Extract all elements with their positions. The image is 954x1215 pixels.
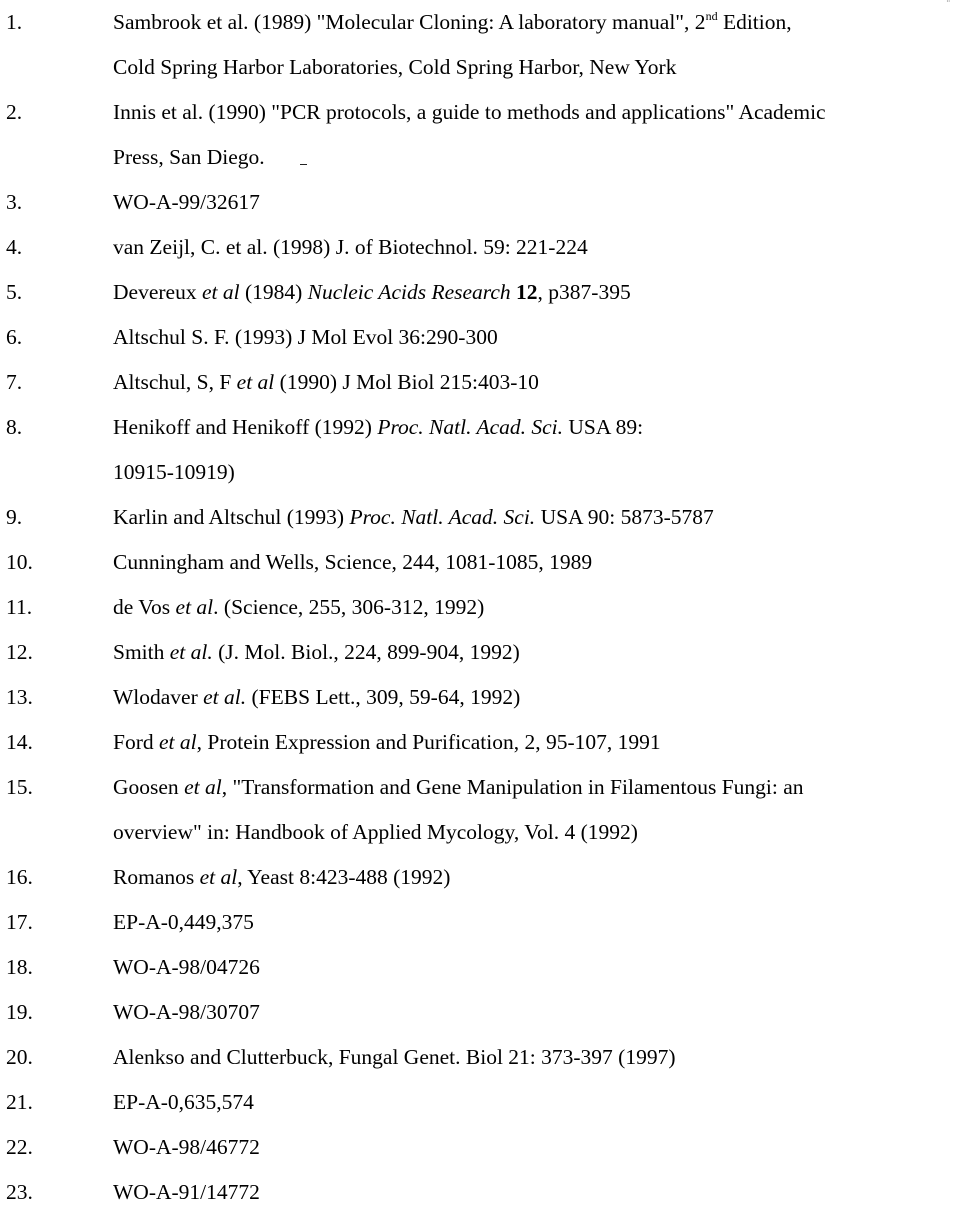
reference-line: EP-A-0,449,375 [113,910,254,934]
reference-item [0,225,954,270]
reference-item [0,855,954,900]
reference-item [0,540,954,585]
reference-text [113,0,928,90]
reference-text [113,765,928,855]
reference-number: 1. [6,0,66,45]
reference-text [113,180,928,225]
reference-line: WO-A-98/30707 [113,1000,260,1024]
reference-text [113,675,928,720]
reference-line: Alenkso and Clutterbuck, Fungal Genet. Biol 21: 373-397 (1997) [113,1045,676,1069]
italic-segment: Nucleic Acids Research [308,280,511,304]
corner-mark: ¨ [947,0,950,10]
reference-item [0,630,954,675]
reference-line: Cunningham and Wells, Science, 244, 1081-1085, 1989 [113,550,592,574]
italic-segment: Proc. Natl. Acad. Sci. [377,415,563,439]
reference-item [0,585,954,630]
reference-line: overview" in: Handbook of Applied Mycology, Vol. 4 (1992) [113,820,638,844]
italic-segment: et al [159,730,197,754]
reference-number: 3. [6,180,66,225]
reference-text [113,360,928,405]
reference-item [0,720,954,765]
reference-item [0,180,954,225]
reference-line: Sambrook et al. (1989) "Molecular Cloning: A laboratory manual", 2nd Edition, [113,10,792,34]
italic-segment: et al. [203,685,246,709]
reference-item [0,1035,954,1080]
reference-number: 22. [6,1125,66,1170]
reference-text [113,585,928,630]
reference-number: 7. [6,360,66,405]
reference-item [0,405,954,495]
reference-item [0,675,954,720]
reference-line: WO-A-99/32617 [113,190,260,214]
reference-item [0,765,954,855]
reference-line: EP-A-0,635,574 [113,1090,254,1114]
reference-line: Altschul, S, F et al (1990) J Mol Biol 215:403-10 [113,370,539,394]
reference-text [113,225,928,270]
reference-text [113,855,928,900]
reference-item [0,0,954,90]
reference-number: 15. [6,765,66,810]
reference-text [113,1080,928,1125]
reference-number: 21. [6,1080,66,1125]
reference-line: WO-A-98/04726 [113,955,260,979]
reference-line: Goosen et al, "Transformation and Gene Manipulation in Filamentous Fungi: an [113,775,804,799]
reference-line: Cold Spring Harbor Laboratories, Cold Spring Harbor, New York [113,55,676,79]
reference-item [0,900,954,945]
reference-number: 16. [6,855,66,900]
italic-segment: et al [237,370,275,394]
reference-line: Ford et al, Protein Expression and Purification, 2, 95-107, 1991 [113,730,661,754]
reference-item [0,90,954,180]
reference-number: 10. [6,540,66,585]
reference-line: Press, San Diego. [113,145,265,169]
reference-number: 17. [6,900,66,945]
reference-number: 18. [6,945,66,990]
reference-text [113,540,928,585]
reference-item [0,495,954,540]
reference-line: WO-A-98/46772 [113,1135,260,1159]
reference-number: 13. [6,675,66,720]
reference-number: 11. [6,585,66,630]
reference-number: 19. [6,990,66,1035]
italic-segment: et al [184,775,222,799]
reference-item [0,315,954,360]
reference-text [113,270,928,315]
reference-number: 14. [6,720,66,765]
reference-line: Wlodaver et al. (FEBS Lett., 309, 59-64, 1992) [113,685,520,709]
reference-text [113,630,928,675]
reference-text [113,945,928,990]
reference-number: 20. [6,1035,66,1080]
reference-line: Devereux et al (1984) Nucleic Acids Research 12, p387-395 [113,280,631,304]
reference-text [113,1035,928,1080]
reference-text [113,315,928,360]
reference-text [113,900,928,945]
reference-line: van Zeijl, C. et al. (1998) J. of Biotechnol. 59: 221-224 [113,235,588,259]
italic-segment: et al [202,280,240,304]
reference-line: Altschul S. F. (1993) J Mol Evol 36:290-300 [113,325,498,349]
reference-item [0,1170,954,1215]
reference-text [113,1170,928,1215]
reference-item [0,1080,954,1125]
reference-number: 5. [6,270,66,315]
reference-item [0,990,954,1035]
bold-segment: 12 [516,280,538,304]
superscript-segment: nd [706,9,718,23]
reference-text [113,990,928,1035]
reference-line: 10915-10919) [113,460,235,484]
reference-number: 4. [6,225,66,270]
reference-line: Smith et al. (J. Mol. Biol., 224, 899-904, 1992) [113,640,520,664]
reference-line: Innis et al. (1990) "PCR protocols, a guide to methods and applications" Academic [113,100,826,124]
reference-text [113,90,928,180]
reference-number: 9. [6,495,66,540]
reference-text [113,495,928,540]
italic-segment: Proc. Natl. Acad. Sci. [349,505,535,529]
reference-text [113,720,928,765]
reference-text [113,1125,928,1170]
italic-segment: et al. [170,640,213,664]
reference-text [113,405,928,495]
reference-item [0,360,954,405]
reference-line: de Vos et al. (Science, 255, 306-312, 1992) [113,595,484,619]
reference-item [0,270,954,315]
reference-item [0,1125,954,1170]
reference-number: 2. [6,90,66,135]
reference-line: Romanos et al, Yeast 8:423-488 (1992) [113,865,450,889]
reference-line: Henikoff and Henikoff (1992) Proc. Natl. Acad. Sci. USA 89: [113,415,643,439]
reference-line: Karlin and Altschul (1993) Proc. Natl. Acad. Sci. USA 90: 5873-5787 [113,505,714,529]
reference-line: WO-A-91/14772 [113,1180,260,1204]
reference-item [0,945,954,990]
reference-number: 6. [6,315,66,360]
reference-number: 8. [6,405,66,450]
italic-segment: et al [200,865,238,889]
reference-list [0,0,954,1215]
italic-segment: et al [176,595,214,619]
reference-number: 12. [6,630,66,675]
reference-number: 23. [6,1170,66,1215]
reference-page [0,0,954,1207]
